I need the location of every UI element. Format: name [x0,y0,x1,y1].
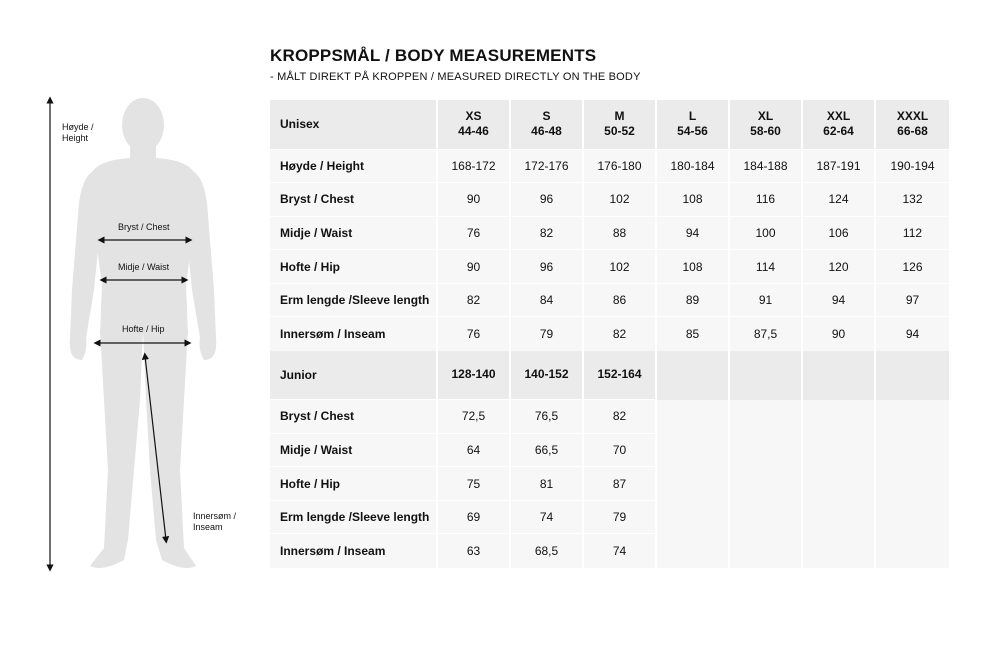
row-label: Hofte / Hip [270,467,437,501]
size-name: XS [465,109,482,124]
empty-cell [802,400,875,434]
table-cell: 102 [583,183,656,217]
size-chart-table [270,100,951,568]
size-name: XL [757,109,774,124]
size-range: 62-64 [823,124,854,139]
empty-cell [656,534,729,568]
table-cell: 108 [656,183,729,217]
size-range: 46-48 [531,124,562,139]
table-cell: 106 [802,216,875,250]
table-cell: 70 [583,433,656,467]
table-cell: 81 [510,467,583,501]
table-cell: 63 [437,534,510,568]
size-header-m [583,100,656,149]
table-cell: 88 [583,216,656,250]
table-cell: 102 [583,250,656,284]
page-title: KROPPSMÅL / BODY MEASUREMENTS [270,46,597,65]
size-header-s [510,100,583,149]
junior-size-header: 140-152 [510,351,583,400]
empty-header-cell [656,351,729,400]
row-label: Erm lengde /Sleeve length [270,500,437,534]
height-label-line2: Height [62,133,89,143]
table-cell: 168-172 [437,149,510,183]
table-cell: 96 [510,250,583,284]
table-cell: 187-191 [802,149,875,183]
table-cell: 114 [729,250,802,284]
empty-cell [656,467,729,501]
waist-label: Midje / Waist [118,262,170,272]
table-cell: 172-176 [510,149,583,183]
size-header-xl [729,100,802,149]
empty-cell [875,467,950,501]
row-label: Erm lengde /Sleeve length [270,283,437,317]
junior-row-sleeve [270,500,950,534]
table-cell: 90 [437,250,510,284]
table-row-sleeve [270,283,950,317]
table-cell: 74 [510,500,583,534]
empty-cell [729,467,802,501]
table-cell: 91 [729,283,802,317]
row-label: Bryst / Chest [270,183,437,217]
inseam-label-line1: Innersøm / [193,511,237,521]
junior-size-header: 128-140 [437,351,510,400]
empty-cell [802,500,875,534]
junior-header-row [270,351,950,400]
inseam-label-line2: Inseam [193,522,223,532]
hip-label: Hofte / Hip [122,324,165,334]
table-cell: 66,5 [510,433,583,467]
empty-header-cell [875,351,950,400]
table-cell: 132 [875,183,950,217]
table-row-height [270,149,950,183]
table-cell: 190-194 [875,149,950,183]
size-header-xxxl [875,100,950,149]
empty-cell [729,500,802,534]
junior-group-label: Junior [270,351,437,400]
table-cell: 84 [510,283,583,317]
table-cell: 86 [583,283,656,317]
junior-row-hip [270,467,950,501]
table-row-inseam [270,317,950,351]
table-cell: 85 [656,317,729,351]
empty-cell [875,400,950,434]
table-cell: 97 [875,283,950,317]
table-cell: 69 [437,500,510,534]
size-header-xs [437,100,510,149]
row-label: Bryst / Chest [270,400,437,434]
table-cell: 180-184 [656,149,729,183]
size-name: S [542,109,551,124]
empty-cell [729,534,802,568]
table-cell: 82 [510,216,583,250]
table-cell: 90 [437,183,510,217]
row-label: Hofte / Hip [270,250,437,284]
table-cell: 94 [656,216,729,250]
empty-cell [875,500,950,534]
table-cell: 176-180 [583,149,656,183]
empty-cell [656,500,729,534]
table-cell: 79 [510,317,583,351]
row-label: Midje / Waist [270,216,437,250]
size-header-xxl [802,100,875,149]
junior-row-chest [270,400,950,434]
table-row-hip [270,250,950,284]
empty-cell [875,534,950,568]
size-range: 54-56 [677,124,708,139]
row-label: Innersøm / Inseam [270,534,437,568]
size-header-l [656,100,729,149]
table-cell: 116 [729,183,802,217]
table-cell: 72,5 [437,400,510,434]
table-cell: 94 [802,283,875,317]
table-cell: 126 [875,250,950,284]
empty-header-cell [729,351,802,400]
table-cell: 100 [729,216,802,250]
height-label-line1: Høyde / [62,122,94,132]
table-cell: 76,5 [510,400,583,434]
table-cell: 124 [802,183,875,217]
inseam-label [193,511,236,533]
body-silhouette-icon [0,0,260,641]
empty-header-cell [802,351,875,400]
table-cell: 112 [875,216,950,250]
table-cell: 90 [802,317,875,351]
unisex-group-label: Unisex [270,100,437,149]
size-name: L [688,109,697,124]
empty-cell [729,400,802,434]
height-label [62,122,94,144]
junior-size-header: 152-164 [583,351,656,400]
body-figure [0,0,260,641]
size-range: 58-60 [750,124,781,139]
table-row-chest [270,183,950,217]
table-cell: 64 [437,433,510,467]
table-row-waist [270,216,950,250]
empty-cell [656,433,729,467]
size-range: 44-46 [458,124,489,139]
empty-cell [729,433,802,467]
table-cell: 76 [437,216,510,250]
row-label: Høyde / Height [270,149,437,183]
table-cell: 76 [437,317,510,351]
table-cell: 75 [437,467,510,501]
row-label: Innersøm / Inseam [270,317,437,351]
table-cell: 120 [802,250,875,284]
table-cell: 94 [875,317,950,351]
table-cell: 68,5 [510,534,583,568]
chest-label: Bryst / Chest [118,222,170,232]
empty-cell [656,400,729,434]
table-cell: 87,5 [729,317,802,351]
row-label: Midje / Waist [270,433,437,467]
size-range: 50-52 [604,124,635,139]
empty-cell [802,433,875,467]
table-cell: 82 [583,317,656,351]
empty-cell [802,534,875,568]
size-name: XXXL [896,109,929,124]
junior-row-waist [270,433,950,467]
table-cell: 87 [583,467,656,501]
table-cell: 82 [437,283,510,317]
table-cell: 89 [656,283,729,317]
junior-row-inseam [270,534,950,568]
table-cell: 108 [656,250,729,284]
table-cell: 82 [583,400,656,434]
size-name: M [614,109,625,124]
table-cell: 74 [583,534,656,568]
table-cell: 79 [583,500,656,534]
page-subtitle: - MÅLT DIREKT PÅ KROPPEN / MEASURED DIRECTLY ON THE BODY [270,71,641,83]
unisex-header-row [270,100,950,149]
empty-cell [802,467,875,501]
table-cell: 184-188 [729,149,802,183]
table-cell: 96 [510,183,583,217]
size-name: XXL [826,109,851,124]
empty-cell [875,433,950,467]
size-range: 66-68 [897,124,928,139]
